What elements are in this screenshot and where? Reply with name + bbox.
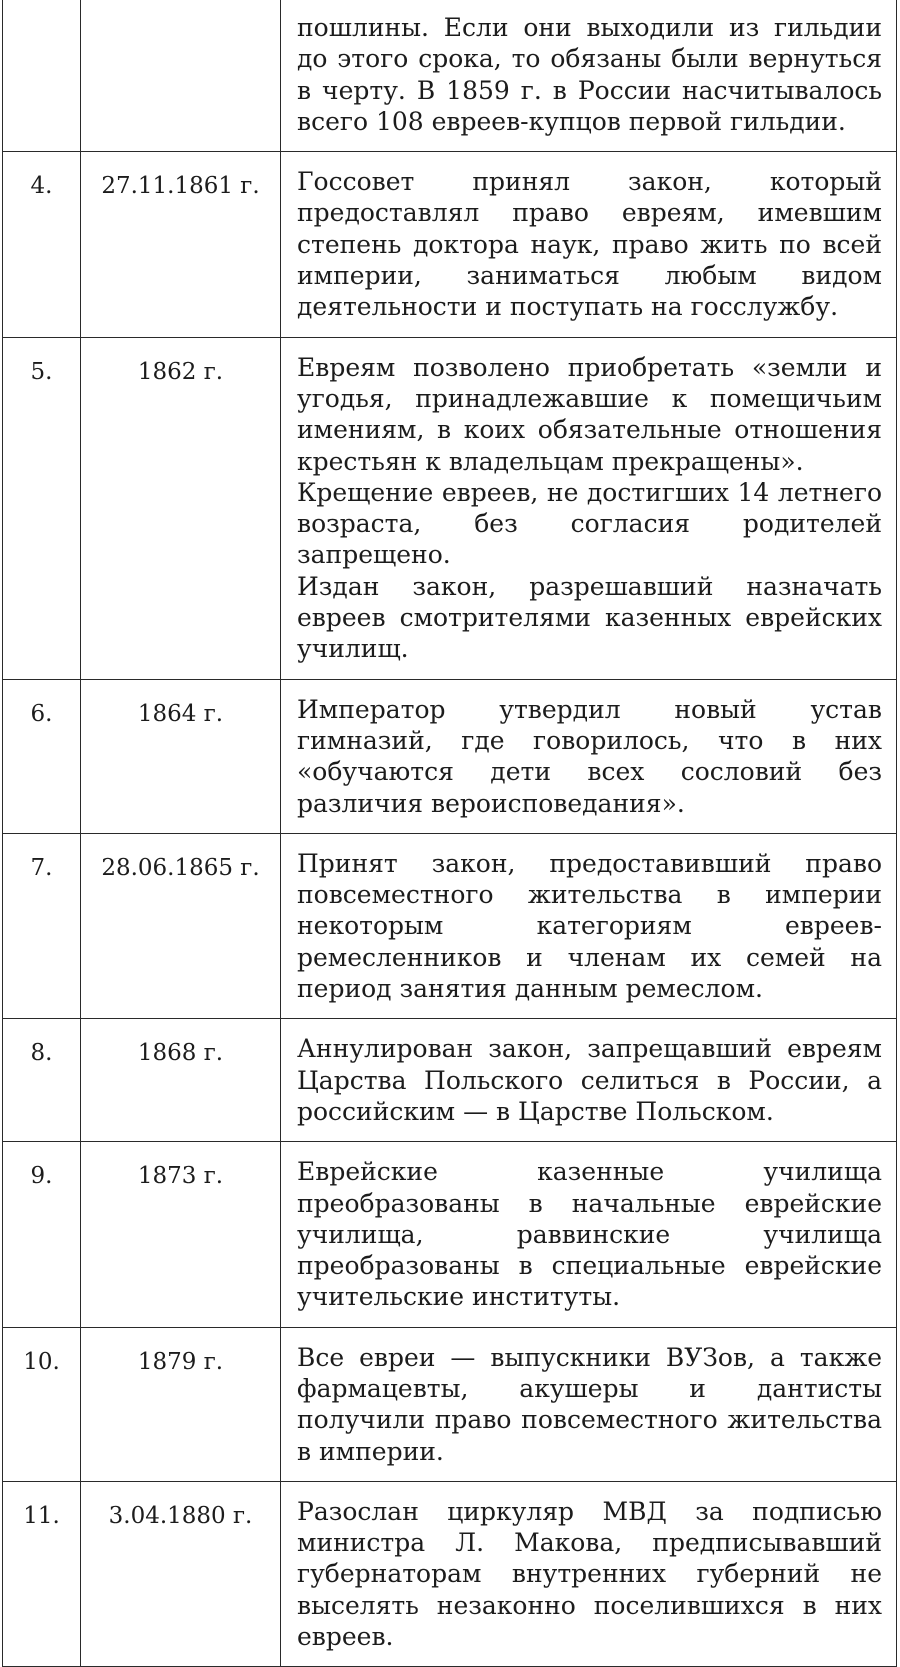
table-row [3,1481,897,1666]
row-number: 8. [3,1019,81,1142]
row-description [281,1327,897,1481]
description-paragraph: Разослан циркуляр МВД за подписью министра Л. Макова, предписывавший губернаторам внутренних губерний не выселять незаконно поселившихся в них евреев. [297,1496,882,1652]
table-row [3,1327,897,1481]
row-date: 1864 г. [81,679,281,833]
table-row [3,337,897,679]
table-row [3,833,897,1018]
row-description [281,1019,897,1142]
description-paragraph: Принят закон, предоставивший право повсеместного жительства в империи некоторым категориям евреев-ремесленников и членам их семей на период занятия данным ремеслом. [297,848,882,1004]
table-row [3,0,897,152]
row-description [281,1142,897,1327]
row-date [81,0,281,152]
row-number: 9. [3,1142,81,1327]
description-paragraph: Император утвердил новый устав гимназий, где говорилось, что в них «обучаются дети всех сословий без различия вероисповедания». [297,694,882,818]
row-description [281,0,897,152]
row-date: 28.06.1865 г. [81,833,281,1018]
row-number: 4. [3,152,81,337]
row-date: 1873 г. [81,1142,281,1327]
row-number [3,0,81,152]
row-date: 1868 г. [81,1019,281,1142]
description-paragraph: Издан закон, разрешавший назначать евреев смотрителями казенных еврейских училищ. [297,571,882,664]
row-date: 1879 г. [81,1327,281,1481]
description-paragraph: Крещение евреев, не достигших 14 летнего возраста, без согласия родителей запрещено. [297,477,882,570]
table-row [3,679,897,833]
row-description [281,152,897,337]
row-description [281,833,897,1018]
table-row [3,1019,897,1142]
row-number: 10. [3,1327,81,1481]
description-paragraph: Госсовет принял закон, который предоставлял право евреям, имевшим степень доктора наук, право жить по всей империи, заниматься любым видом деятельности и поступать на госслужбу. [297,167,882,322]
row-number: 11. [3,1481,81,1666]
row-date: 1862 г. [81,337,281,679]
description-paragraph: пошлины. Если они выходили из гильдии до этого срока, то обязаны были вернуться в черту. В 1859 г. в России насчитывалось всего 108 евреев-купцов первой гильдии. [297,13,882,136]
description-paragraph: Все евреи — выпускники ВУЗов, а также фармацевты, акушеры и дантисты получили право повсеместного жительства в империи. [297,1342,882,1466]
table-row [3,1142,897,1327]
row-number: 7. [3,833,81,1018]
row-description [281,1481,897,1666]
row-description [281,337,897,679]
chronology-table [2,0,897,1667]
row-date: 27.11.1861 г. [81,152,281,337]
row-number: 5. [3,337,81,679]
description-paragraph: Еврейские казенные училища преобразованы в начальные еврейские училища, раввинские училища преобразованы в специальные еврейские учительские институты. [297,1157,882,1312]
description-paragraph: Аннулирован закон, запрещавший евреям Царства Польского селиться в России, а российским — в Царстве Польском. [297,1034,882,1126]
row-date: 3.04.1880 г. [81,1481,281,1666]
table-row [3,152,897,337]
description-paragraph: Евреям позволено приобретать «земли и угодья, принадлежавшие к помещичьим имениям, в коих обязательные отношения крестьян к владельцам прекращены». [297,352,882,476]
row-description [281,679,897,833]
row-number: 6. [3,679,81,833]
